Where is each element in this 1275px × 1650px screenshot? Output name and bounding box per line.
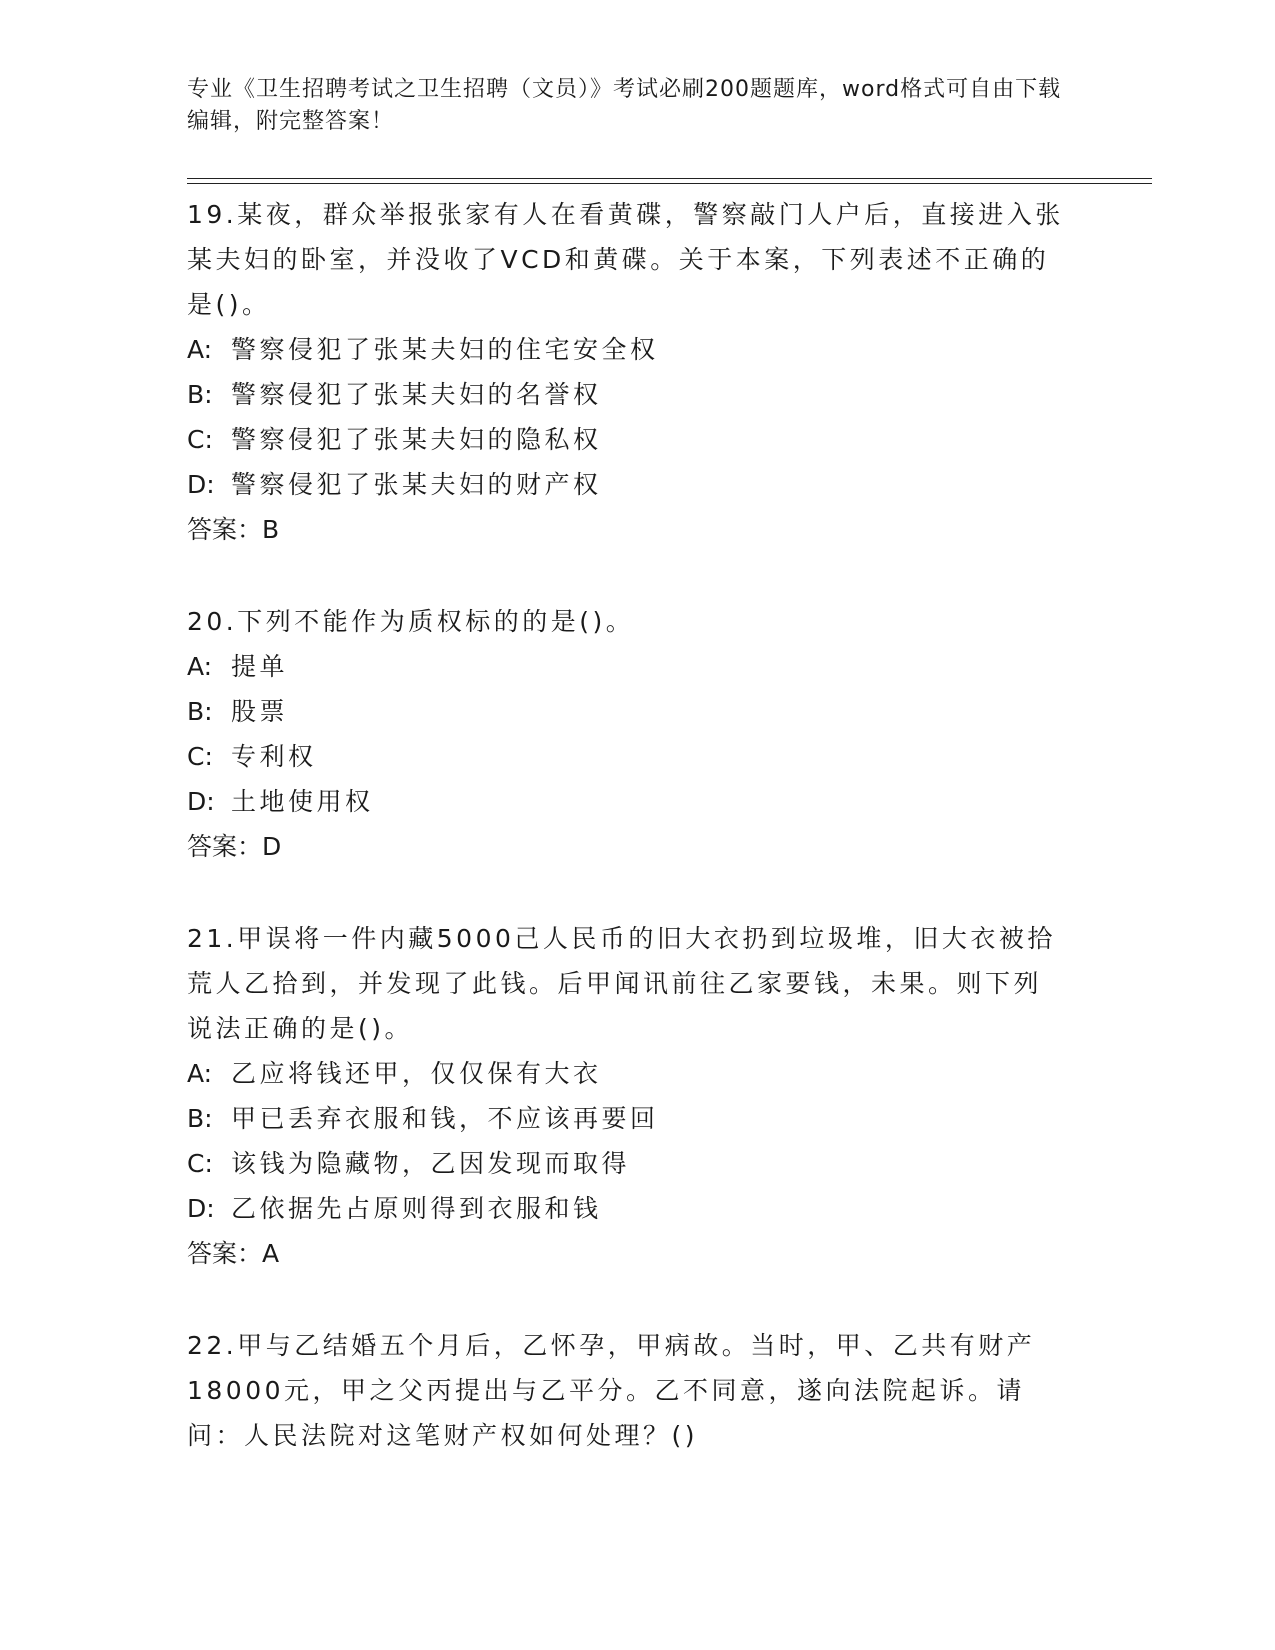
answer-line: 答案：D <box>187 832 282 861</box>
option-d <box>187 1186 1067 1231</box>
option-letter: A: <box>187 1059 213 1088</box>
option-text: 该钱为隐藏物，乙因发现而取得 <box>231 1149 631 1178</box>
question-stem: 22.甲与乙结婚五个月后，乙怀孕，甲病故。当时，甲、乙共有财产18000元，甲之父丙提出与乙平分。乙不同意，遂向法院起诉。请问：人民法院对这笔财产权如何处理？() <box>187 1331 1036 1450</box>
option-text: 警察侵犯了张某夫妇的隐私权 <box>231 425 602 454</box>
option-text: 乙依据先占原则得到衣服和钱 <box>231 1194 602 1223</box>
question-20 <box>187 599 1067 869</box>
header-divider <box>187 178 1152 184</box>
option-letter: A: <box>187 652 213 681</box>
answer-line: 答案：A <box>187 1239 280 1268</box>
option-text: 甲已丢弃衣服和钱，不应该再要回 <box>231 1104 659 1133</box>
option-a <box>187 1051 1067 1096</box>
question-19 <box>187 192 1067 552</box>
option-c <box>187 417 1067 462</box>
question-list <box>187 192 1067 1505</box>
option-b <box>187 1096 1067 1141</box>
option-b <box>187 372 1067 417</box>
option-text: 警察侵犯了张某夫妇的名誉权 <box>231 380 602 409</box>
option-letter: B: <box>187 697 213 726</box>
question-22 <box>187 1323 1067 1458</box>
question-21 <box>187 916 1067 1276</box>
option-c <box>187 1141 1067 1186</box>
option-text: 警察侵犯了张某夫妇的财产权 <box>231 470 602 499</box>
option-text: 土地使用权 <box>231 787 374 816</box>
question-stem: 19.某夜，群众举报张家有人在看黄碟，警察敲门人户后，直接进入张某夫妇的卧室，并没收了VCD和黄碟。关于本案，下列表述不正确的是()。 <box>187 200 1064 319</box>
option-letter: C: <box>187 425 213 454</box>
question-stem: 21.甲误将一件内藏5000己人民币的旧大衣扔到垃圾堆，旧大衣被拾荒人乙拾到，并发现了此钱。后甲闻讯前往乙家要钱，未果。则下列说法正确的是()。 <box>187 924 1056 1043</box>
option-letter: C: <box>187 742 213 771</box>
option-text: 乙应将钱还甲，仅仅保有大衣 <box>231 1059 602 1088</box>
option-d <box>187 462 1067 507</box>
option-letter: D: <box>187 470 215 499</box>
option-a <box>187 327 1067 372</box>
option-a <box>187 644 1067 689</box>
question-stem: 20.下列不能作为质权标的的是()。 <box>187 607 635 636</box>
option-letter: B: <box>187 380 213 409</box>
option-text: 股票 <box>231 697 289 726</box>
option-letter: B: <box>187 1104 213 1133</box>
option-text: 专利权 <box>231 742 317 771</box>
option-letter: A: <box>187 335 213 364</box>
document-header: 专业《卫生招聘考试之卫生招聘（文员）》考试必刷200题题库，word格式可自由下载编辑，附完整答案！ <box>187 77 1062 134</box>
option-c <box>187 734 1067 779</box>
option-b <box>187 689 1067 734</box>
option-d <box>187 779 1067 824</box>
option-text: 提单 <box>231 652 289 681</box>
option-letter: C: <box>187 1149 213 1178</box>
option-letter: D: <box>187 1194 215 1223</box>
option-letter: D: <box>187 787 215 816</box>
answer-line: 答案：B <box>187 515 280 544</box>
option-text: 警察侵犯了张某夫妇的住宅安全权 <box>231 335 659 364</box>
